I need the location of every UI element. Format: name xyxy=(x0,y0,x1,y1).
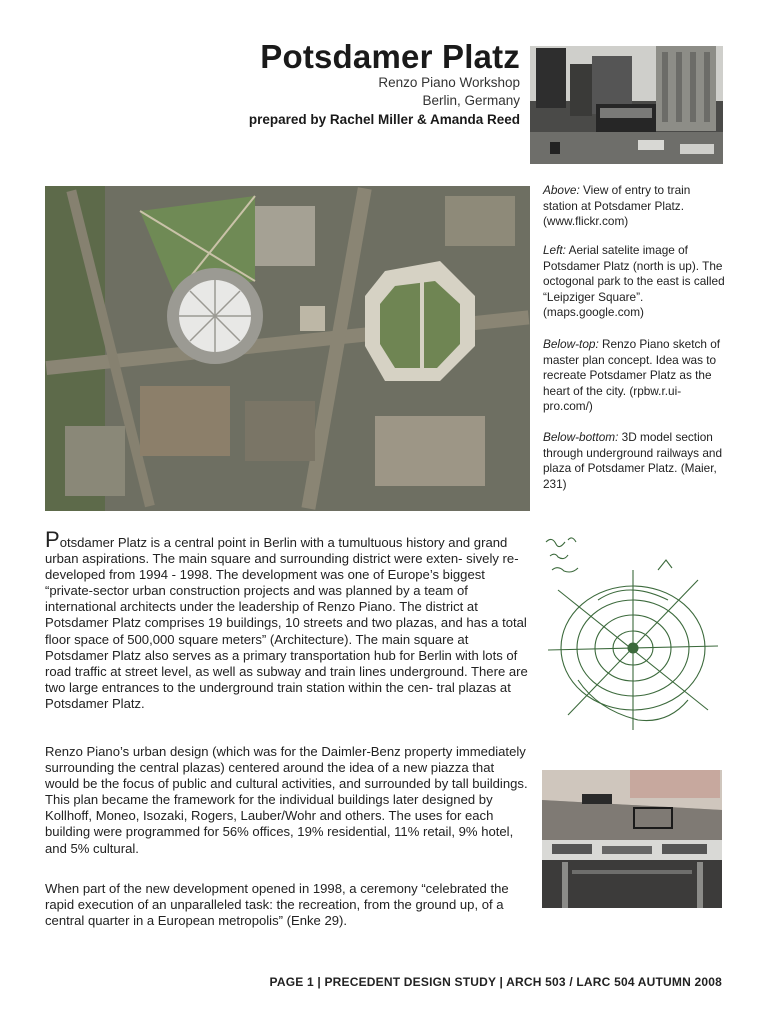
master-plan-sketch xyxy=(538,530,723,735)
subtitle-workshop: Renzo Piano Workshop xyxy=(378,75,520,90)
station-entry-photo xyxy=(530,46,723,164)
caption-above xyxy=(543,183,727,230)
caption-below-top-label: Below-top: xyxy=(543,337,599,351)
caption-below-top-text: Renzo Piano sketch of master plan concept. Idea was to recreate Potsdamer Platz as the heart of the city. (rpbw.r.ui-pro.com/) xyxy=(543,337,721,413)
body-paragraph-2: Renzo Piano’s urban design (which was for the Daimler-Benz property immediately surrounding the central plazas) centered around the idea of a new piazza that would be the focus of public and cultural activities, and surrounded by tall buildings. This plan became the framework for the individual buildings later designed by Kollhoff, Moneo, Isozaki, Rogers, Lauber/Wohr and others. The uses for each building were programmed for 56% offices, 19% residential, 11% retail, 9% hotel, and 5% cultural. xyxy=(45,744,528,856)
caption-below-bottom-label: Below-bottom: xyxy=(543,430,619,444)
authors-line: prepared by Rachel Miller & Amanda Reed xyxy=(248,112,520,127)
page-title: Potsdamer Platz xyxy=(260,38,520,75)
caption-left-label: Left: xyxy=(543,243,566,257)
body-paragraph-1 xyxy=(45,527,530,712)
paragraph-1-text: otsdamer Platz is a central point in Berlin with a tumultuous history and grand urban aspirations. The main square and surrounding district were exten- sively re-developed from 1994 - 1998. The development was one of Europe’s biggest “private-sector urban construction projects and was planned by a team of international architects under the leadership of Renzo Piano. The district at Potsdamer Platz comprises 19 buildings, 10 streets and two plazas, and has a total floor space of 500,000 square meters” (Architecture). The main square at Potsdamer Platz also serves as a primary transportation hub for Berlin with lots of road traffic at street level, as well as subway and train lines underground. There are two large entrances to the underground train station within the cen- tral plazas at Potsdamer Platz. xyxy=(45,535,528,711)
caption-above-label: Above: xyxy=(543,183,580,197)
subtitle-location: Berlin, Germany xyxy=(422,93,520,108)
caption-left xyxy=(543,243,727,321)
aerial-satellite-image xyxy=(45,186,530,511)
body-paragraph-3: When part of the new development opened in 1998, a ceremony “celebrated the rapid execution of an unparalleled task: the recreation, from the ground up, of a central quarter in a European metropolis” (Enke 29). xyxy=(45,881,509,929)
page-footer: PAGE 1 | PRECEDENT DESIGN STUDY | ARCH 503 / LARC 504 AUTUMN 2008 xyxy=(269,975,722,989)
3d-model-section xyxy=(542,770,722,908)
sketch-drawing xyxy=(538,530,723,735)
caption-left-text: Aerial satelite image of Potsdamer Platz (north is up). The octogonal park to the east is called “Leipziger Square”. (maps.google.com) xyxy=(543,243,725,319)
caption-below-bottom-text: 3D model section through underground railways and plaza of Potsdamer Platz. (Maier, 231) xyxy=(543,430,723,491)
caption-above-text: View of entry to train station at Potsdamer Platz. (www.flickr.com) xyxy=(543,183,691,228)
caption-below-top xyxy=(543,337,727,415)
caption-below-bottom xyxy=(543,430,727,492)
drop-cap: P xyxy=(45,527,60,552)
